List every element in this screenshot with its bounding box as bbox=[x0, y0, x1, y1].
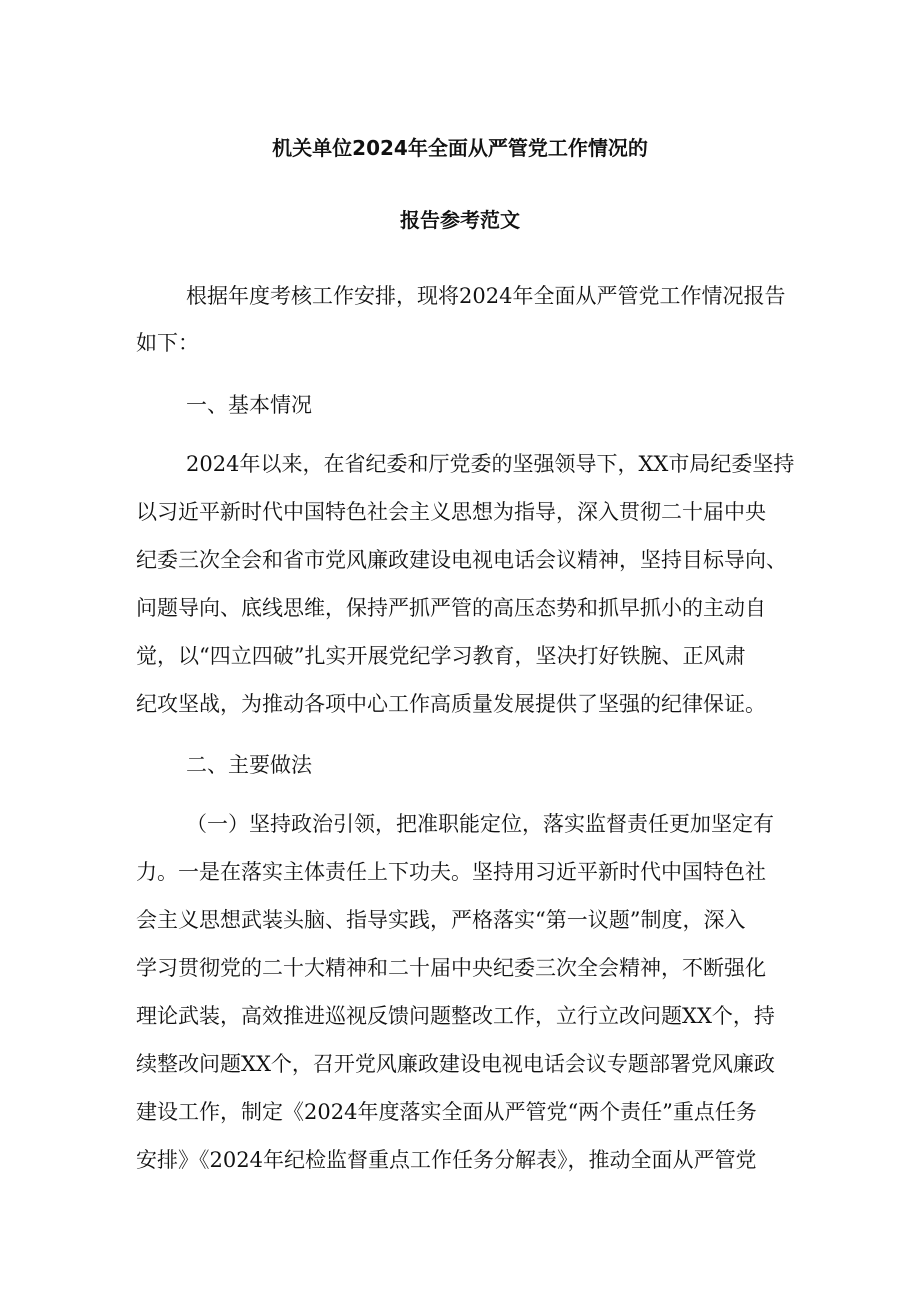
section-2-line-8: 安排》《2024年纪检监督重点工作任务分解表》，推动全面从严管党 bbox=[136, 1148, 757, 1172]
intro-line-2: 如下： bbox=[136, 331, 199, 355]
section-1-line-4: 问题导向、底线思维，保持严抓严管的高压态势和抓早抓小的主动自 bbox=[136, 596, 766, 620]
section-2-line-6: 续整改问题XX个，召开党风廉政建设电视电话会议专题部署党风廉政 bbox=[136, 1052, 775, 1076]
section-1-line-3: 纪委三次全会和省市党风廉政建设电视电话会议精神，坚持目标导向、 bbox=[136, 548, 787, 572]
section-1-heading: 一、基本情况 bbox=[186, 393, 312, 417]
section-2-heading: 二、主要做法 bbox=[186, 753, 312, 777]
intro-line-1: 根据年度考核工作安排，现将2024年全面从严管党工作情况报告 bbox=[186, 284, 786, 308]
section-2-line-5: 理论武装，高效推进巡视反馈问题整改工作，立行立改问题XX个，持 bbox=[136, 1004, 775, 1028]
section-2-line-3: 会主义思想武装头脑、指导实践，严格落实“第一议题”制度，深入 bbox=[136, 908, 746, 932]
section-2-line-7: 建设工作，制定《2024年度落实全面从严管党“两个责任”重点任务 bbox=[136, 1100, 757, 1124]
document-title-line-2: 报告参考范文 bbox=[400, 208, 520, 232]
section-2-line-2: 力。一是在落实主体责任上下功夫。坚持用习近平新时代中国特色社 bbox=[136, 860, 766, 884]
section-1-line-5: 觉，以“四立四破”扎实开展党纪学习教育，坚决打好铁腕、正风肃 bbox=[136, 644, 746, 668]
section-2-line-1: （一）坚持政治引领，把准职能定位，落实监督责任更加坚定有 bbox=[186, 812, 774, 836]
section-1-line-6: 纪攻坚战，为推动各项中心工作高质量发展提供了坚强的纪律保证。 bbox=[136, 692, 766, 716]
section-1-line-1: 2024年以来，在省纪委和厅党委的坚强领导下，XX市局纪委坚持 bbox=[186, 452, 795, 476]
section-2-line-4: 学习贯彻党的二十大精神和二十届中央纪委三次全会精神，不断强化 bbox=[136, 956, 766, 980]
section-1-line-2: 以习近平新时代中国特色社会主义思想为指导，深入贯彻二十届中央 bbox=[136, 500, 766, 524]
document-title-line-1: 机关单位2024年全面从严管党工作情况的 bbox=[272, 136, 648, 160]
